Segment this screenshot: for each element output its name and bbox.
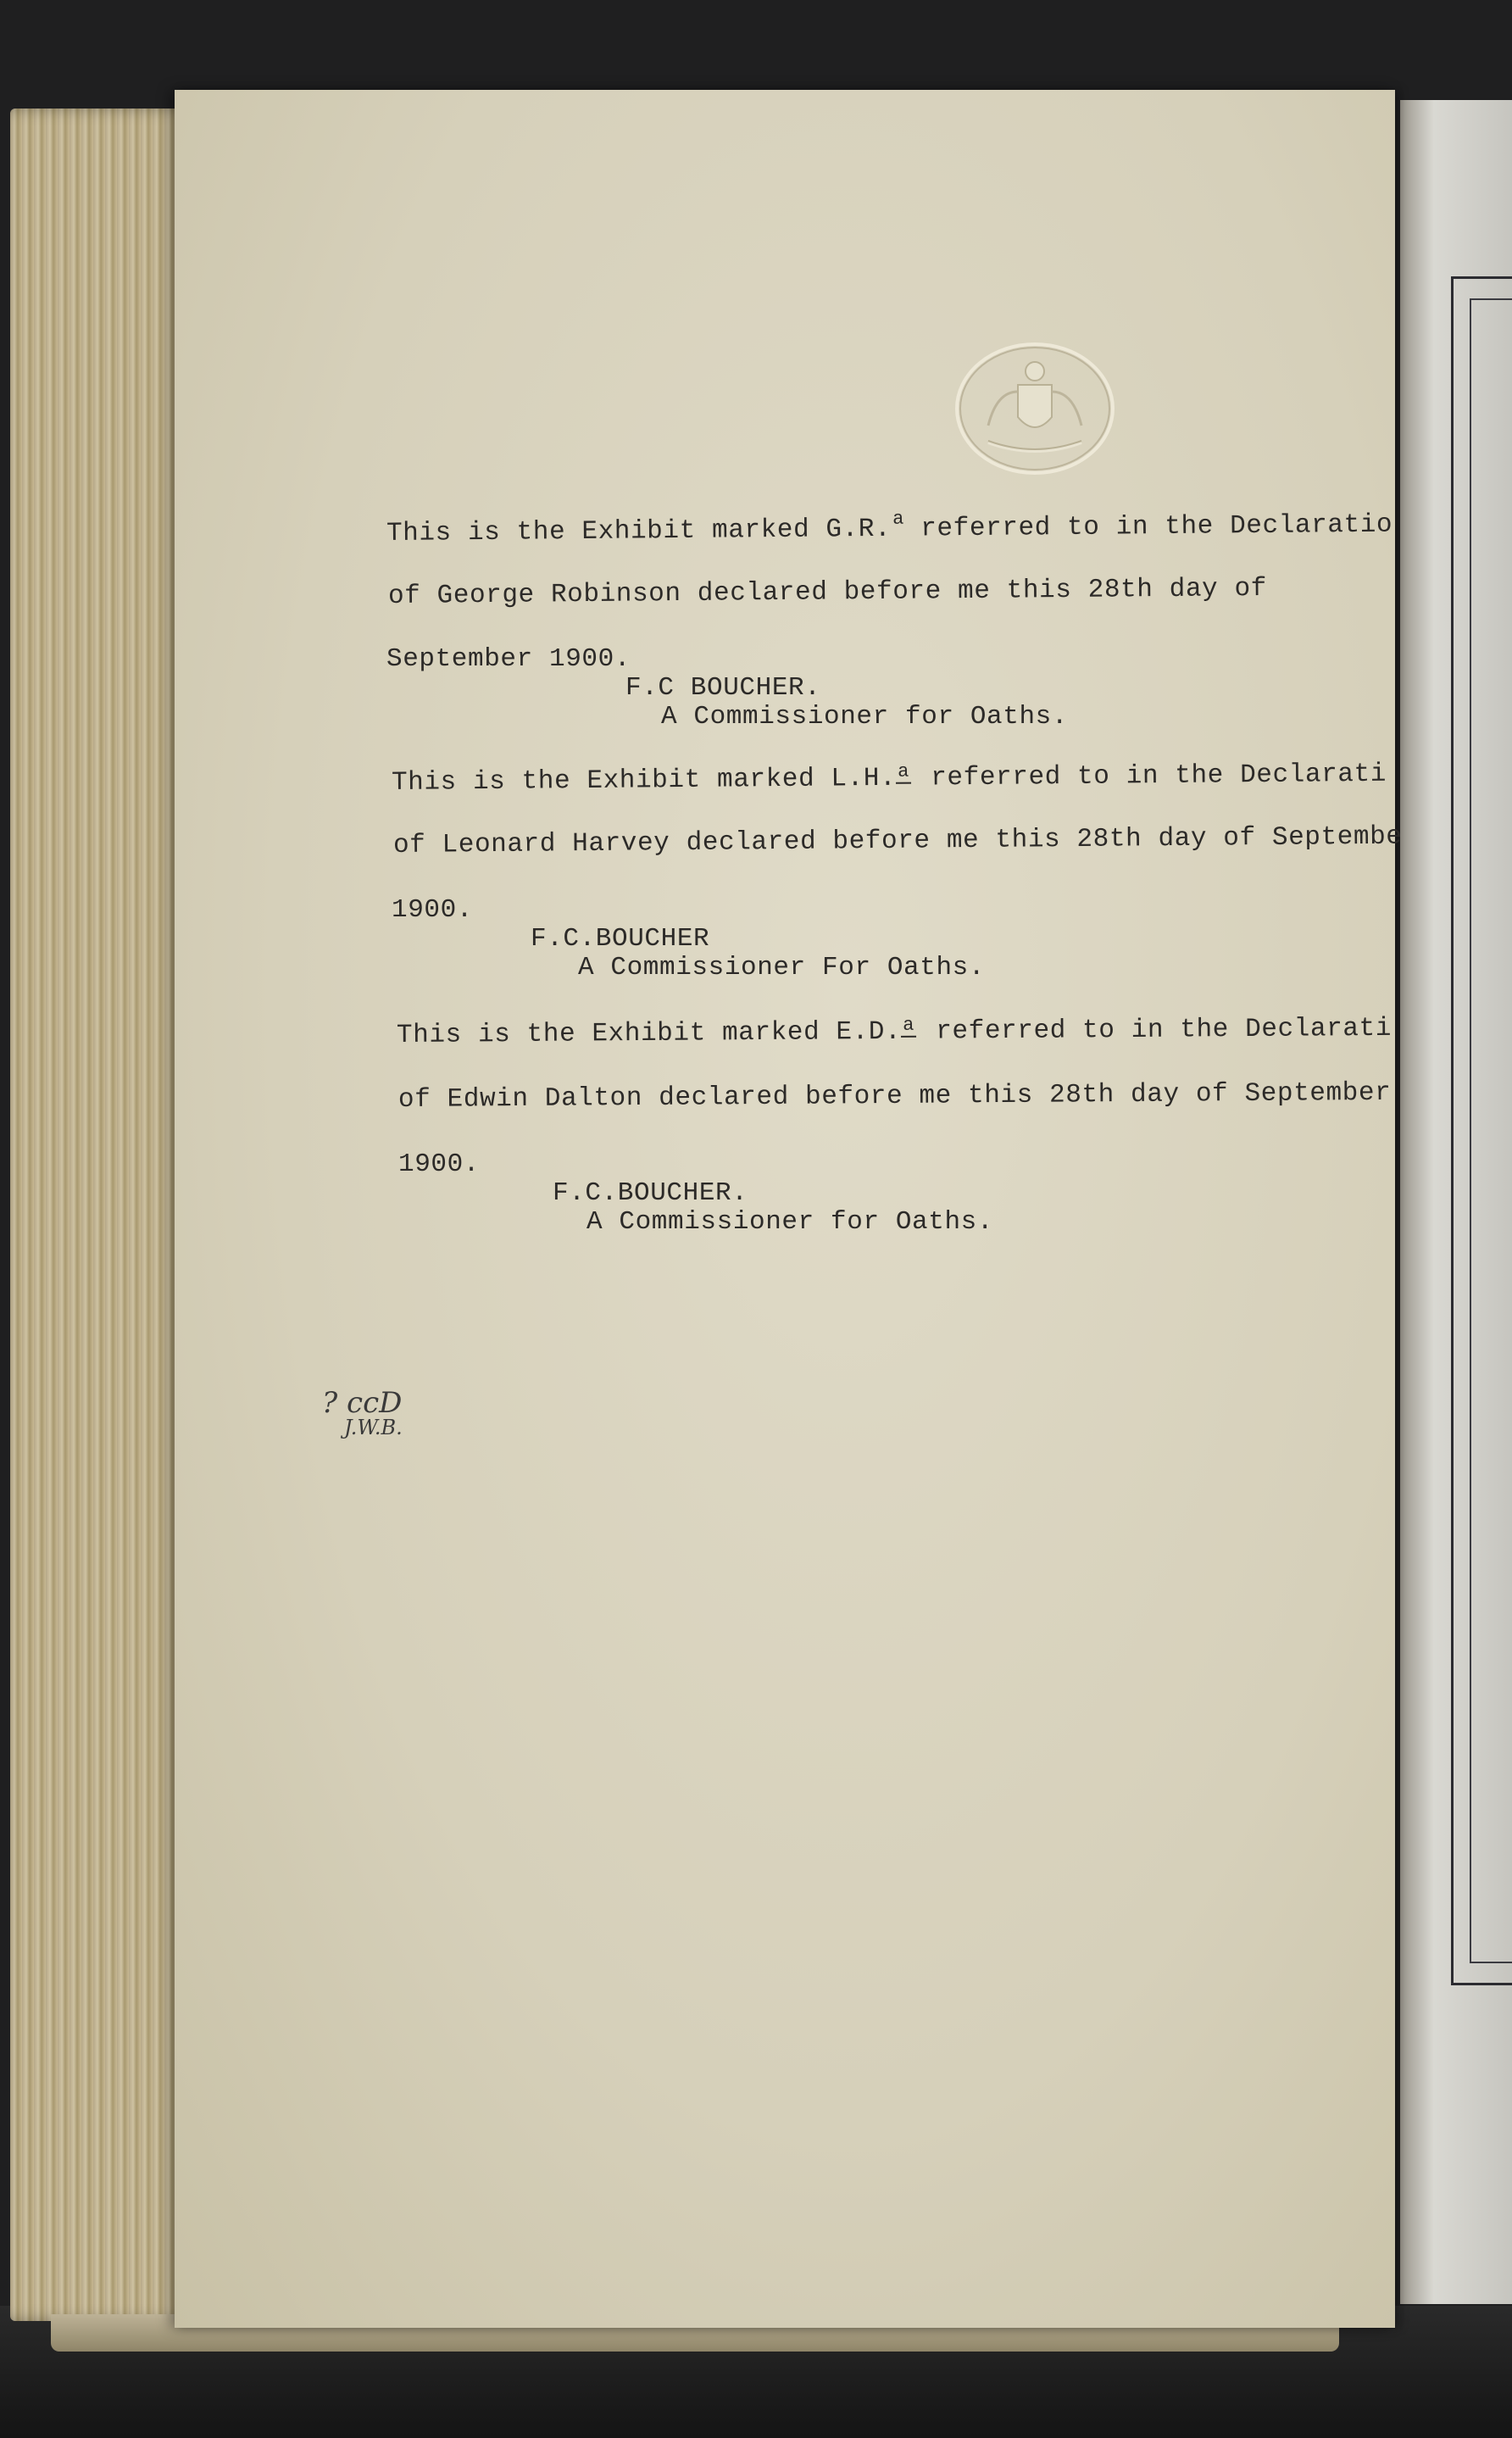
document-page [175, 90, 1403, 2328]
exhibit-1-title: A Commissioner for Oaths. [661, 702, 1069, 732]
exhibit-3-text-cont: referred to in the Declarati [936, 1013, 1392, 1047]
exhibit-3-line-1 [397, 1014, 1392, 1050]
exhibit-3-signatory: F.C.BOUCHER. [553, 1178, 748, 1208]
handwritten-initials [322, 1386, 403, 1439]
exhibit-3-title: A Commissioner for Oaths. [586, 1207, 994, 1237]
exhibit-2-line-3: 1900. [392, 895, 474, 925]
handwritten-initials-line-2: J.W.B. [344, 1416, 403, 1439]
facing-page-frame-inner [1470, 298, 1512, 1963]
exhibit-1-text: This is the Exhibit marked G.R. [386, 514, 892, 548]
exhibit-1-text-cont: referred to in the Declaratio [920, 509, 1393, 544]
exhibit-2-text-cont: referred to in the Declarati [931, 759, 1387, 793]
exhibit-1-superscript: a [892, 508, 905, 530]
exhibit-1-line-1 [386, 510, 1392, 548]
exhibit-3-text: This is the Exhibit marked E.D. [396, 1016, 902, 1050]
exhibit-1-line-2: of George Robinson declared before me this 28th day of [387, 573, 1268, 611]
exhibit-2-title: A Commissioner For Oaths. [578, 953, 986, 982]
exhibit-1-signatory: F.C BOUCHER. [625, 673, 821, 703]
exhibit-2-line-2: of Leonard Harvey declared before me this 28th day of Septembe [392, 821, 1403, 860]
exhibit-3-superscript: a [901, 1015, 916, 1038]
exhibit-3-line-2: of Edwin Dalton declared before me this 28th day of September [397, 1077, 1392, 1115]
exhibit-2-signatory: F.C.BOUCHER [531, 924, 710, 954]
exhibit-1-line-3: September 1900. [386, 644, 631, 674]
exhibit-2-text: This is the Exhibit marked L.H. [391, 763, 897, 798]
typed-declaration [175, 90, 1403, 2328]
exhibit-2-line-1 [392, 760, 1387, 798]
exhibit-3-line-3: 1900. [398, 1149, 481, 1179]
exhibit-2-superscript: a [896, 761, 911, 784]
handwritten-initials-line-1: ? ccD [322, 1386, 403, 1420]
